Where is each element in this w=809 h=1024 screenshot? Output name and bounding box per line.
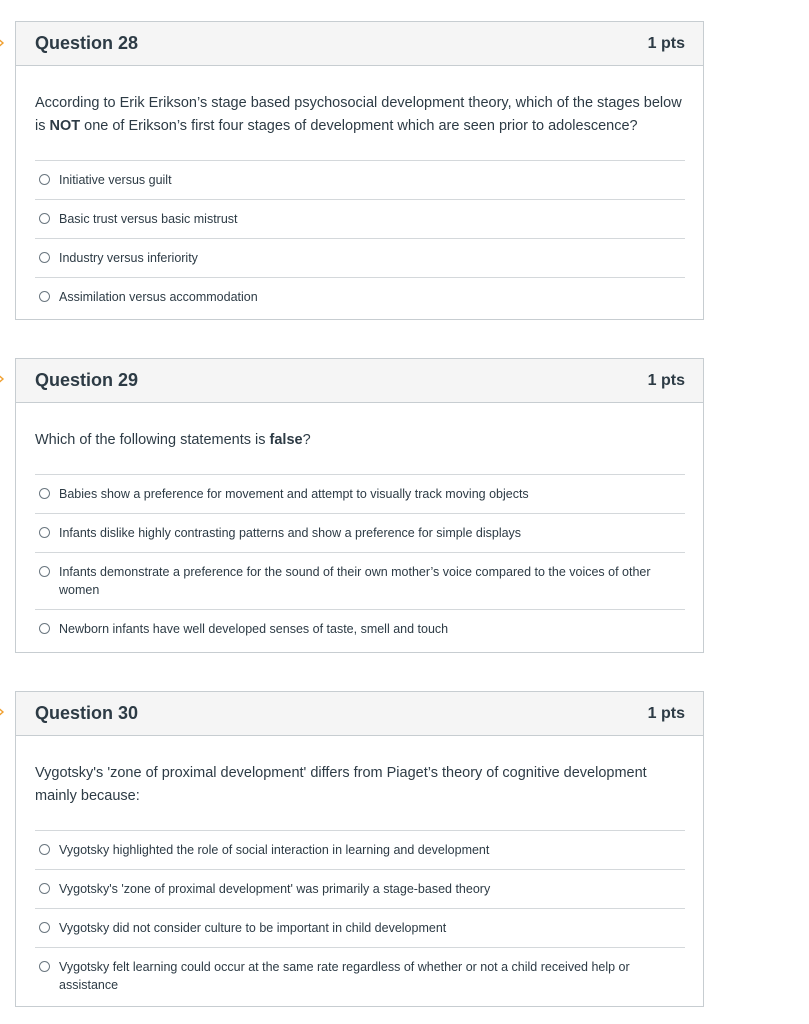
question-title: Question 30 xyxy=(35,703,139,723)
question-30 xyxy=(15,691,704,1007)
question-title: Question 28 xyxy=(35,33,139,53)
radio-button[interactable] xyxy=(39,174,50,185)
question-28 xyxy=(15,21,704,320)
answer-option[interactable] xyxy=(35,610,685,648)
flag-question-icon[interactable] xyxy=(0,372,8,386)
answer-option[interactable] xyxy=(35,909,685,948)
radio-button[interactable] xyxy=(39,488,50,499)
radio-button[interactable] xyxy=(39,252,50,263)
answer-label: Infants dislike highly contrasting patterns and show a preference for simple displays xyxy=(59,526,522,540)
question-header xyxy=(16,22,703,66)
answer-option[interactable] xyxy=(35,948,685,1004)
flag-question-icon[interactable] xyxy=(0,36,8,50)
answer-label: Initiative versus guilt xyxy=(59,173,172,187)
answer-label: Basic trust versus basic mistrust xyxy=(59,212,238,226)
radio-button[interactable] xyxy=(39,844,50,855)
question-header xyxy=(16,359,703,403)
answer-label: Vygotsky did not consider culture to be important in child development xyxy=(59,921,447,935)
answer-list xyxy=(35,160,685,316)
answer-label: Infants demonstrate a preference for the sound of their own mother’s voice compared to the voices of other women xyxy=(59,565,651,597)
answer-label: Vygotsky's 'zone of proximal development' was primarily a stage-based theory xyxy=(59,882,491,896)
question-text: Which of the following statements is false? xyxy=(35,432,311,448)
radio-button[interactable] xyxy=(39,922,50,933)
radio-button[interactable] xyxy=(39,291,50,302)
radio-button[interactable] xyxy=(39,213,50,224)
answer-label: Newborn infants have well developed senses of taste, smell and touch xyxy=(59,622,449,636)
question-points: 1 pts xyxy=(647,704,685,722)
answer-option[interactable] xyxy=(35,514,685,553)
answer-list xyxy=(35,830,685,1004)
answer-option[interactable] xyxy=(35,870,685,909)
question-29 xyxy=(15,358,704,653)
answer-label: Babies show a preference for movement and attempt to visually track moving objects xyxy=(59,487,529,501)
question-text: According to Erik Erikson’s stage based psychosocial development theory, which of the stages below is NOT one of Erikson’s first four stages of development which are seen prior to adolescence? xyxy=(35,95,682,134)
flag-question-icon[interactable] xyxy=(0,705,8,719)
radio-button[interactable] xyxy=(39,623,50,634)
radio-button[interactable] xyxy=(39,883,50,894)
answer-option[interactable] xyxy=(35,831,685,870)
answer-label: Vygotsky highlighted the role of social interaction in learning and development xyxy=(59,843,490,857)
question-text: Vygotsky's 'zone of proximal development' differs from Piaget’s theory of cognitive development mainly because: xyxy=(35,765,647,804)
answer-option[interactable] xyxy=(35,200,685,239)
answer-option[interactable] xyxy=(35,475,685,514)
answer-label: Industry versus inferiority xyxy=(59,251,198,265)
answer-option[interactable] xyxy=(35,278,685,316)
radio-button[interactable] xyxy=(39,961,50,972)
answer-option[interactable] xyxy=(35,161,685,200)
question-title: Question 29 xyxy=(35,370,139,390)
question-points: 1 pts xyxy=(647,371,685,389)
question-points: 1 pts xyxy=(647,34,685,52)
answer-label: Assimilation versus accommodation xyxy=(59,290,258,304)
question-header xyxy=(16,692,703,736)
radio-button[interactable] xyxy=(39,527,50,538)
radio-button[interactable] xyxy=(39,566,50,577)
answer-option[interactable] xyxy=(35,553,685,610)
answer-option[interactable] xyxy=(35,239,685,278)
answer-list xyxy=(35,474,685,648)
answer-label: Vygotsky felt learning could occur at the same rate regardless of whether or not a child received help or assistance xyxy=(59,960,630,992)
